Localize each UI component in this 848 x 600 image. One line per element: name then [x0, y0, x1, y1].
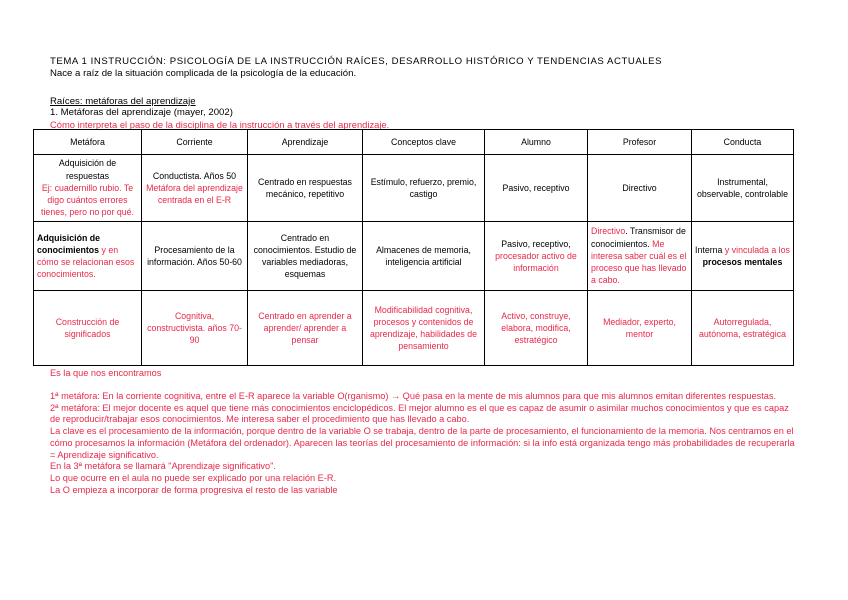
cell-alumno: Pasivo, receptivo	[485, 155, 588, 222]
note-paragraph: 2ª metáfora: El mejor docente es aquel que tiene más conocimientos enciclopédicos. El mejor alumno es el que es capaz de asumir o asimilar muchos conocimientos y que es capaz de reproducir/trabajar esos conocimientos. Me interesa saber el procedimiento que has llevado a cabo.	[50, 402, 789, 425]
cell-conceptos: Modificabilidad cognitiva, procesos y contenidos de aprendizaje, habilidades de pensamiento	[363, 291, 485, 366]
table-row	[34, 155, 794, 222]
header-conducta: Conducta	[692, 130, 794, 155]
cell-profesor: Directivo. Transmisor de conocimientos. Me interesa saber cuál es el proceso que has llevado a cabo.	[588, 222, 692, 291]
cell-metafora: Adquisición de respuestas Ej: cuadernillo rubio. Te digo cuántos errores tienes, pero no por qué.	[34, 155, 142, 222]
table-row	[34, 222, 794, 291]
note-paragraph: Lo que ocurre en el aula no puede ser explicado por una relación E-R.	[50, 472, 337, 483]
intro-note: Cómo interpreta el paso de la disciplina de la instrucción a través del aprendizaje.	[50, 119, 390, 130]
cell-corriente: Conductista. Años 50 Metáfora del aprendizaje centrada en el E-R	[142, 155, 248, 222]
note-paragraph: La clave es el procesamiento de la información, porque dentro de la variable O se trabaja, dentro de la parte de procesamiento, el funcionamiento de la memoria. Nos centramos en el cómo procesamos la información (Metáfora del ordenador). Aparecen las teorías del procesamiento de información: si la info está organizada tengo más probabilidades de recuperarla = Aprendizaje significativo.	[50, 426, 795, 460]
cell-aprendizaje: Centrado en respuestas mecánico, repetitivo	[248, 155, 363, 222]
cell-conceptos: Estímulo, refuerzo, premio, castigo	[363, 155, 485, 222]
cell-conducta: Autorregulada, autónoma, estratégica	[692, 291, 794, 366]
document-header	[50, 56, 800, 131]
cell-metafora: Adquisición de conocimientos y en cómo se relacionan esos conocimientos.	[34, 222, 142, 291]
metaphors-table	[33, 129, 794, 366]
cell-aprendizaje: Centrado en conocimientos. Estudio de variables mediadoras, esquemas	[248, 222, 363, 291]
cell-profesor: Directivo	[588, 155, 692, 222]
cell-corriente: Cognitiva, constructivista. años 70-90	[142, 291, 248, 366]
table-header-row	[34, 130, 794, 155]
table-row	[34, 291, 794, 366]
header-conceptos: Conceptos clave	[363, 130, 485, 155]
header-corriente: Corriente	[142, 130, 248, 155]
cell-corriente: Procesamiento de la información. Años 50-60	[142, 222, 248, 291]
roots-heading: Raíces: metáforas del aprendizaje	[50, 96, 196, 107]
table-footnote: Es la que nos encontramos	[50, 368, 162, 378]
header-metafora: Metáfora	[34, 130, 142, 155]
cell-conducta: Interna y vinculada a los procesos mentales	[692, 222, 794, 291]
metaphors-heading: 1. Metáforas del aprendizaje (mayer, 2002)	[50, 107, 233, 118]
cell-metafora: Construcción de significados	[34, 291, 142, 366]
cell-profesor: Mediador, experto, mentor	[588, 291, 692, 366]
cell-alumno: Activo, construye, elabora, modifica, estratégico	[485, 291, 588, 366]
header-profesor: Profesor	[588, 130, 692, 155]
note-paragraph: En la 3ª metáfora se llamará "Aprendizaje significativo".	[50, 461, 276, 472]
page-title: TEMA 1 INSTRUCCIÓN: PSICOLOGÍA DE LA INSTRUCCIÓN RAÍCES, DESARROLLO HISTÓRICO Y TENDENCIAS ACTUALES	[50, 56, 663, 67]
cell-conducta: Instrumental, observable, controlable	[692, 155, 794, 222]
note-paragraph: 1ª metáfora: En la corriente cognitiva, entre el E-R aparece la variable O(rganismo) → Qué pasa en la mente de mis alumnos para que mis alumnos emitan diferentes respuestas.	[50, 391, 776, 401]
header-alumno: Alumno	[485, 130, 588, 155]
note-paragraph: La O empieza a incorporar de forma progresiva el resto de las variable	[50, 484, 338, 495]
header-aprendizaje: Aprendizaje	[248, 130, 363, 155]
cell-aprendizaje: Centrado en aprender a aprender/ aprender a pensar	[248, 291, 363, 366]
cell-alumno: Pasivo, receptivo, procesador activo de información	[485, 222, 588, 291]
notes-block	[50, 391, 800, 496]
cell-conceptos: Almacenes de memoria, inteligencia artificial	[363, 222, 485, 291]
page-subtitle: Nace a raíz de la situación complicada de la psicología de la educación.	[50, 68, 357, 79]
